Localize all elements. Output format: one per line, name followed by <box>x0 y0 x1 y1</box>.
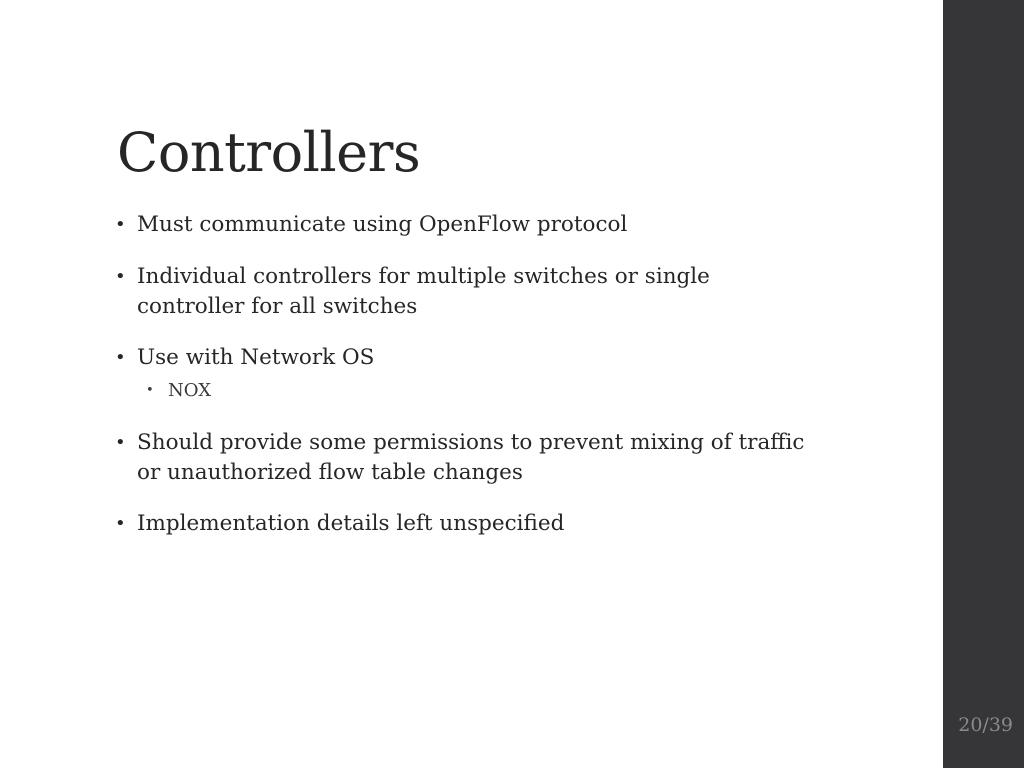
page-number: 20/39 <box>958 714 1013 736</box>
bullet-text: Should provide some permissions to prevent mixing of traffic or unauthorized flow table changes <box>137 430 805 485</box>
bullet-dot-icon: • <box>115 347 126 368</box>
sub-bullet-text: NOX <box>168 380 212 401</box>
bullet-dot-icon: • <box>115 513 126 534</box>
slide-sidebar <box>943 0 1024 768</box>
bullet-text: Individual controllers for multiple switches or single controller for all switches <box>137 264 710 319</box>
bullet-dot-icon: • <box>115 432 126 453</box>
slide-title: Controllers <box>117 121 421 184</box>
bullet-text: Implementation details left unspecified <box>137 511 565 536</box>
bullet-text: Use with Network OS <box>137 345 375 370</box>
bullet-text: Must communicate using OpenFlow protocol <box>137 212 628 237</box>
bullet-dot-icon: • <box>115 266 126 287</box>
bullet-dot-icon: • <box>115 214 126 235</box>
sub-bullet-dot-icon: • <box>146 383 154 398</box>
